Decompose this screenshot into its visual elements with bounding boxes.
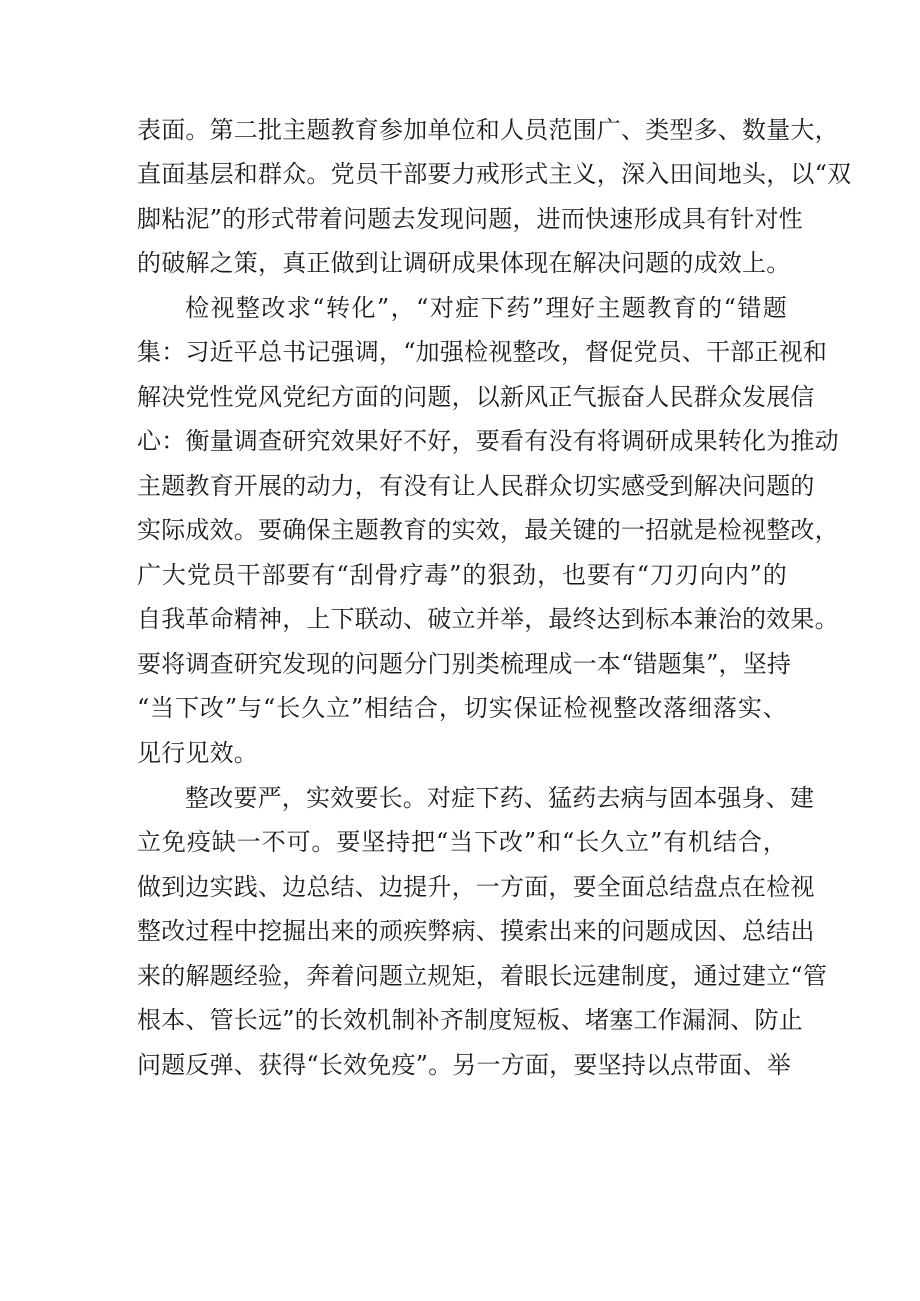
paragraph-2-line-10: “当下改”与“长久立”相结合，切实保证检视整改落细落实、 — [137, 694, 787, 722]
paragraph-2-line-5: 主题教育开展的动力，有没有让人民群众切实感受到解决问题的 — [137, 472, 815, 500]
paragraph-2-line-2: 集：习近平总书记强调，“加强检视整改，督促党员、干部正视和 — [137, 338, 828, 366]
paragraph-2-line-11: 见行见效。 — [137, 739, 258, 767]
paragraph-2-line-4: 心：衡量调查研究效果好不好，要看有没有将调研成果转化为推动 — [137, 427, 839, 455]
paragraph-1-line-4: 的破解之策，真正做到让调研成果体现在解决问题的成效上。 — [137, 249, 791, 277]
paragraph-3-line-5: 来的解题经验，奔着问题立规矩，着眼长远建制度，通过建立“管 — [137, 962, 828, 990]
paragraph-2-line-9: 要将调查研究发现的问题分门别类梳理成一本“错题集”，坚持 — [137, 650, 792, 678]
paragraph-3-line-4: 整改过程中挖掘出来的顽疾弊病、摸索出来的问题成因、总结出 — [137, 917, 815, 945]
paragraph-3-line-1: 整改要严，实效要长。对症下药、猛药去病与固本强身、建 — [185, 784, 815, 812]
paragraph-2-line-3: 解决党性党风党纪方面的问题，以新风正气振奋人民群众发展信 — [137, 383, 815, 411]
paragraph-2-line-6: 实际成效。要确保主题教育的实效，最关键的一招就是检视整改， — [137, 516, 839, 544]
paragraph-3-line-3: 做到边实践、边总结、边提升，一方面，要全面总结盘点在检视 — [137, 873, 815, 901]
paragraph-3-line-6: 根本、管长远”的长效机制补齐制度短板、堵塞工作漏洞、防止 — [137, 1006, 803, 1034]
paragraph-1-line-3: 脚粘泥”的形式带着问题去发现问题，进而快速形成具有针对性 — [137, 205, 803, 233]
paragraph-1-line-1: 表面。第二批主题教育参加单位和人员范围广、类型多、数量大， — [137, 116, 839, 144]
paragraph-2-line-7: 广大党员干部要有“刮骨疗毒”的狠劲，也要有“刀刃向内”的 — [137, 561, 787, 589]
paragraph-2-line-8: 自我革命精神，上下联动、破立并举，最终达到标本兼治的效果。 — [137, 605, 839, 633]
paragraph-3-line-7: 问题反弹、获得“长效免疫”。另一方面，要坚持以点带面、举 — [137, 1051, 792, 1079]
paragraph-3-line-2: 立免疫缺一不可。要坚持把“当下改”和“长久立”有机结合， — [137, 828, 787, 856]
paragraph-2-line-1: 检视整改求“转化”，“对症下药”理好主题教育的“错题 — [185, 294, 787, 322]
paragraph-1-line-2: 直面基层和群众。党员干部要力戒形式主义，深入田间地头，以“双 — [137, 160, 852, 188]
